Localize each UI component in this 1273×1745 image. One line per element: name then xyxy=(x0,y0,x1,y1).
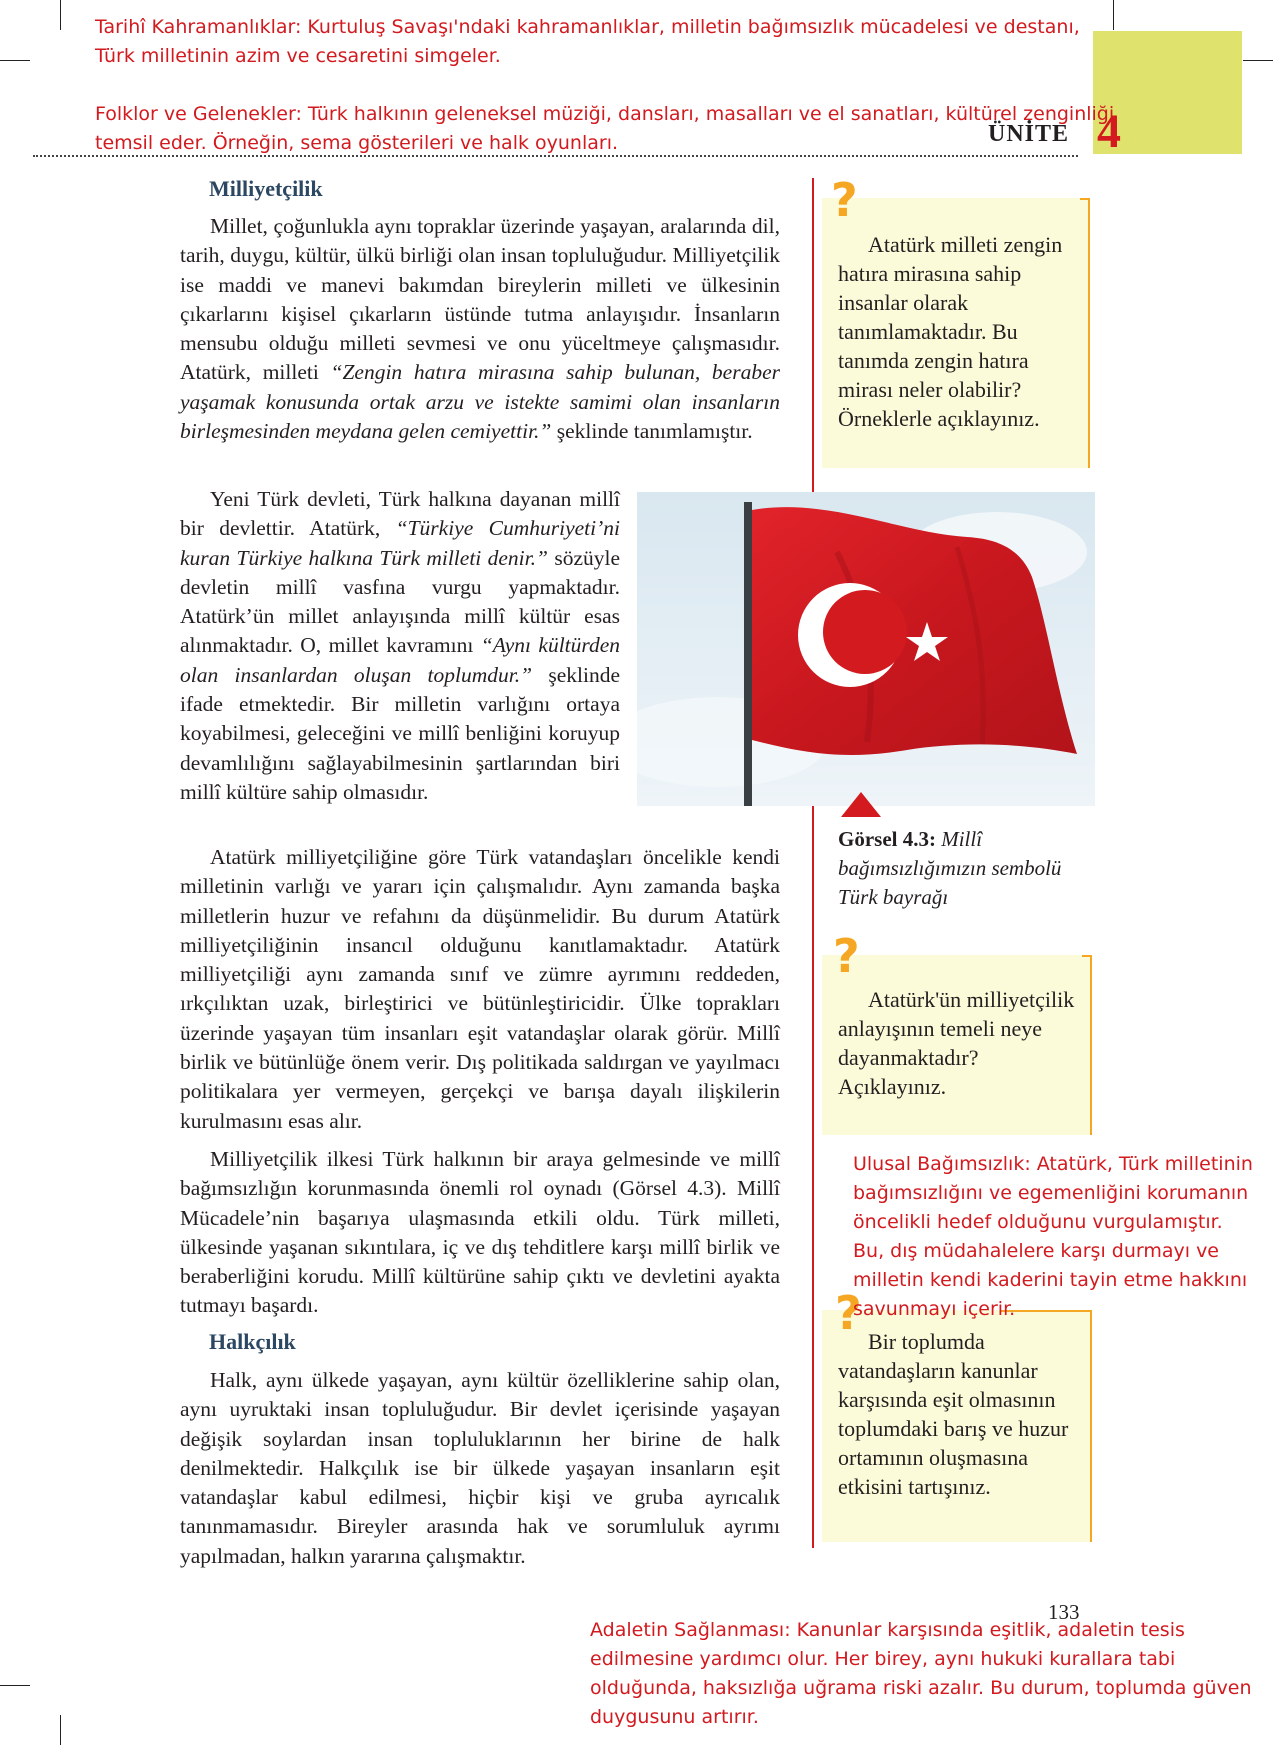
paragraph-3-text: Atatürk milliyetçiliğine göre Türk vatandaşları öncelikle kendi milletinin varlığı ve yararı için çalışmalıdır. Aynı zamanda başka milletlerin huzur ve refahını da düşünmelidir. Bu durum Atatürk milliyetçiliğinin insancıl olduğunu kanıtlamaktadır. Atatürk milliyetçiliği aynı zamanda sınıf ve zümre ayrımını reddeden, ırkçılıktan uzak, birleştirici ve bütünleştiricidir. Ülke toprakları üzerinde yaşayan tüm insanları eşit vatandaşlar olarak görür. Millî birlik ve bütünlüğe önem verir. Dış politikada saldırgan ve yayılmacı politikalara yer vermeyen, gerçekçi ve barışa dayalı ilişkilerin kurulmasını esas alır. xyxy=(180,845,780,1133)
question-box-2-frame xyxy=(1082,955,1092,1135)
crop-mark xyxy=(60,1715,61,1745)
question-3-content: Bir toplumda vatandaşların kanunlar karşısında eşit olmasının toplumdaki barış ve huzur ortamının oluşmasına etkisini tartışınız. xyxy=(838,1329,1069,1499)
note-bottom-line-1: Adaletin Sağlanması: Kanunlar karşısında eşitlik, adaletin tesis xyxy=(590,1619,1185,1641)
note-right-line-2: bağımsızlığını ve egemenliğini korumanın xyxy=(853,1182,1249,1204)
paragraph-3 xyxy=(180,843,780,1136)
paragraph-4-text: Milliyetçilik ilkesi Türk halkının bir araya gelmesinde ve millî bağımsızlığın korunmasında önemli rol oynadı (Görsel 4.3). Millî Mücadele’nin başarıya ulaşmasında etkili oldu. Türk milleti, ülkesinde yaşanan sıkıntılara, iç ve dış tehditlere karşı millî birlik ve beraberliğini korudu. Millî kültürüne sahip çıktı ve devletini ayakta tutmayı başardı. xyxy=(180,1147,780,1318)
question-mark-icon: ? xyxy=(831,173,858,227)
crop-mark xyxy=(1113,0,1114,30)
note-top-line-1: Tarihî Kahramanlıklar: Kurtuluş Savaşı'ndaki kahramanlıklar, milletin bağımsızlık mücadelesi ve destanı, xyxy=(95,16,1080,38)
crop-mark xyxy=(60,0,61,30)
paragraph-4 xyxy=(180,1145,780,1321)
note-bottom-line-4: duygusunu artırır. xyxy=(590,1706,759,1728)
margin-red-rule xyxy=(812,178,814,1548)
figure-caption-label: Görsel 4.3: xyxy=(838,827,936,851)
question-mark-icon: ? xyxy=(833,929,860,983)
question-box-2 xyxy=(822,955,1092,1135)
paragraph-2-quote-1: “Türkiye Cumhuriyeti’ni kuran Türkiye halkına Türk milleti denir.” xyxy=(180,516,620,570)
question-box-1 xyxy=(822,198,1089,468)
crop-mark xyxy=(0,60,30,61)
section-title-halkcilik: Halkçılık xyxy=(209,1329,296,1354)
paragraph-2-text-c: şeklinde ifade etmektedir. Bir milletin varlığını ortaya koyabilmesi, geleceğini ve millî benliğini koruyup devamlılığını sağlayabilmesinin şartlarından biri millî kültüre sahip olmasıdır. xyxy=(180,662,620,804)
unit-label: ÜNİTE xyxy=(988,121,1070,147)
question-2-content: Atatürk'ün milliyetçilik anlayışının temeli neye dayanmaktadır? Açıklayınız. xyxy=(838,987,1075,1099)
crop-mark xyxy=(0,1685,30,1686)
note-right-line-1: Ulusal Bağımsızlık: Atatürk, Türk milletinin xyxy=(853,1153,1253,1175)
question-mark-icon: ? xyxy=(835,1286,862,1340)
section-title-milliyetcilik: Milliyetçilik xyxy=(209,176,323,201)
note-bottom-line-2: edilmesine yardımcı olur. Her birey, aynı hukuki kurallara tabi xyxy=(590,1648,1176,1670)
paragraph-1-text: Millet, çoğunlukla aynı topraklar üzerinde yaşayan, aralarında dil, tarih, duygu, kültür, ülkü birliği olan insan topluluğudur. Milliyetçilik ise maddi ve manevi bakımdan bireylerin milleti ve ülkesinin çıkarlarını kişisel çıkarların üstünde tutma anlayışıdır. İnsanların mensubu olduğu milleti sevmesi ve onu yüceltmeye çalışmasıdır. Atatürk, milleti xyxy=(180,214,780,385)
paragraph-1-quote: “Zengin hatıra mirasına sahip bulunan, beraber yaşamak konusunda ortak arzu ve istekte samimi olan insanların birleşmesinden meydana gelen cemiyettir.” xyxy=(180,360,780,444)
paragraph-5 xyxy=(180,1366,780,1571)
question-1-text xyxy=(838,230,1079,433)
question-2-text xyxy=(838,985,1082,1101)
question-1-content: Atatürk milleti zengin hatıra mirasına sahip insanlar olarak tanımlamaktadır. Bu tanımda zengin hatıra mirası neler olabilir? Örneklerle açıklayınız. xyxy=(838,232,1063,431)
paragraph-1-end: şeklinde tanımlamıştır. xyxy=(556,419,753,444)
note-right-line-4: Bu, dış müdahalelere karşı durmayı ve xyxy=(853,1240,1220,1262)
unit-number: 4 xyxy=(1097,105,1121,158)
figure-caption xyxy=(838,825,1098,912)
page-number: 133 xyxy=(1048,1600,1080,1624)
paragraph-2-text-b: sözüyle devletin millî vasfına vurgu yapmaktadır. Atatürk’ün millet anlayışında millî kültür esas alınmaktadır. O, millet kavramını xyxy=(180,545,621,658)
turkish-flag-image xyxy=(637,492,1095,806)
note-top-line-4: temsil eder. Örneğin, sema gösterileri ve halk oyunları. xyxy=(95,132,619,154)
paragraph-5-text: Halk, aynı ülkede yaşayan, aynı kültür özelliklerine sahip olan, aynı uyruktaki insan topluluğudur. Bir devlet içerisinde yaşayan değişik soylardan insan topluluklarının her birine de halk denilmektedir. Halkçılık ise bir ülkede yaşayan insanların eşit vatandaşlar kabul edilmesi, hiçbir kişi ve gruba ayrıcalık tanınmamasıdır. Bireyler arasında hak ve sorumluluk ayrımı yapılmadan, halkın yararına çalışmaktır. xyxy=(180,1368,780,1568)
paragraph-2 xyxy=(180,485,620,807)
note-top-line-2: Türk milletinin azim ve cesaretini simgeler. xyxy=(95,45,501,67)
paragraph-2-text-a: Yeni Türk devleti, Türk halkına dayanan millî bir devlettir. Atatürk, xyxy=(180,487,620,541)
question-box-3-frame xyxy=(1000,1310,1092,1542)
note-right-line-5: milletin kendi kaderini tayin etme hakkını xyxy=(853,1269,1248,1291)
note-right-line-3: öncelikli hedef olduğunu vurgulamıştır. xyxy=(853,1211,1223,1233)
paragraph-2-quote-2: “Aynı kültürden olan insanlardan oluşan toplumdur.” xyxy=(180,633,620,687)
note-bottom-line-3: olduğunda, haksızlığa uğrama riski azalır. Bu durum, toplumda güven xyxy=(590,1677,1252,1699)
question-box-1-frame xyxy=(1080,198,1090,468)
note-top-line-3: Folklor ve Gelenekler: Türk halkının geleneksel müziği, dansları, masalları ve el sanatları, kültürel zenginliği xyxy=(95,103,1115,125)
note-right-line-6: savunmayı içerir. xyxy=(853,1298,1016,1320)
paragraph-1 xyxy=(180,212,780,446)
crop-mark xyxy=(1243,60,1273,61)
figure-caption-text: Millî bağımsızlığımızın sembolü Türk bayrağı xyxy=(838,827,1062,909)
caption-pointer-triangle xyxy=(841,792,881,817)
flag-illustration xyxy=(637,492,1095,806)
